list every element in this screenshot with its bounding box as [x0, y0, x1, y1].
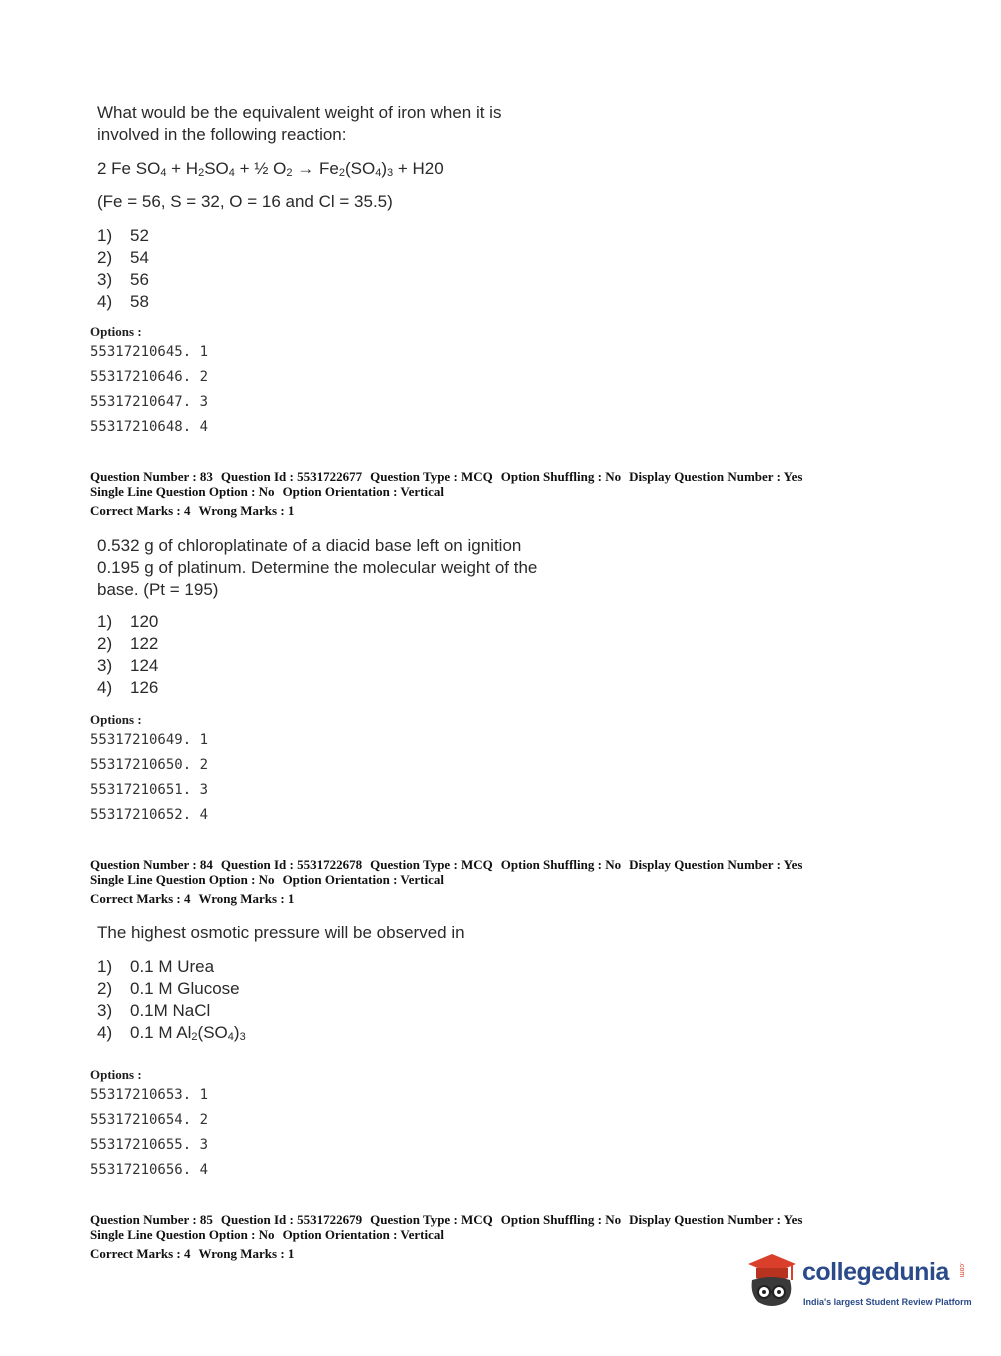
q83-meta: Question Number : 83 Question Id : 5531722677 Question Type : MCQ Option Shuffling : No Display Question Number : Yes Single Line Question Option : No Option Orientation : Vertical Correct Marks : 4 Wrong Marks : 1: [90, 469, 803, 518]
q83-answer-list: [97, 611, 158, 699]
answer-option: 2) 122: [97, 634, 159, 653]
answer-option: 1) 0.1 M Urea: [97, 957, 215, 976]
mascot-icon: [742, 1250, 800, 1312]
q84-answer-list: [97, 956, 246, 1044]
collegedunia-logo[interactable]: [742, 1250, 972, 1320]
q82-text-line: What would be the equivalent weight of iron when it is: [97, 103, 502, 122]
logo-domain: .com: [958, 1262, 965, 1278]
option-id: 55317210654. 2: [90, 1112, 209, 1128]
option-id: 55317210649. 1: [90, 732, 209, 748]
option-id: 55317210648. 4: [90, 419, 209, 435]
q82-answer-list: [97, 225, 149, 313]
q82-given-values: (Fe = 56, S = 32, O = 16 and Cl = 35.5): [97, 192, 393, 211]
option-id: 55317210655. 3: [90, 1137, 209, 1153]
option-id: 55317210647. 3: [90, 394, 209, 410]
option-id: 55317210653. 1: [90, 1087, 209, 1103]
options-label: Options :: [90, 1067, 142, 1082]
q82-equation: 2 Fe $SO_4 + H_2SO_4$ + ½ $O_2 \to Fe_2(SO_4)_3 + H20$: [97, 159, 444, 179]
q83-text-line: 0.195 g of platinum. Determine the molecular weight of the: [97, 558, 538, 577]
q84-meta: Question Number : 84 Question Id : 5531722678 Question Type : MCQ Option Shuffling : No Display Question Number : Yes Single Line Question Option : No Option Orientation : Vertical Correct Marks : 4 Wrong Marks : 1: [90, 857, 803, 906]
answer-option: 2) 54: [97, 248, 149, 267]
answer-option: 1) 120: [97, 612, 159, 631]
option-id: 55317210646. 2: [90, 369, 209, 385]
q83-option-ids: [90, 728, 208, 828]
q83-text-line: base. (Pt = 195): [97, 580, 219, 599]
answer-option: 4) 126: [97, 678, 159, 697]
option-id: 55317210652. 4: [90, 807, 209, 823]
q83-question-text: [97, 535, 537, 601]
q85-meta: Question Number : 85 Question Id : 5531722679 Question Type : MCQ Option Shuffling : No Display Question Number : Yes Single Line Question Option : No Option Orientation : Vertical Correct Marks : 4 Wrong Marks : 1: [90, 1212, 803, 1261]
answer-option: 3) 0.1M NaCl: [97, 1001, 211, 1020]
logo-wordmark: collegedunia: [802, 1258, 949, 1286]
answer-option: 2) 0.1 M Glucose: [97, 979, 240, 998]
q84-text-line: The highest osmotic pressure will be observed in: [97, 923, 465, 942]
options-label: Options :: [90, 712, 142, 727]
answer-option: 4) 58: [97, 292, 149, 311]
q82-question-text: [97, 102, 501, 146]
option-id: 55317210650. 2: [90, 757, 209, 773]
option-id: 55317210656. 4: [90, 1162, 209, 1178]
answer-option: 3) 124: [97, 656, 159, 675]
q82-option-ids: [90, 340, 208, 440]
options-label: Options :: [90, 324, 142, 339]
q84-question-text: [97, 922, 465, 944]
answer-option: 3) 56: [97, 270, 149, 289]
logo-tagline: India's largest Student Review Platform: [803, 1297, 972, 1307]
q82-text-line: involved in the following reaction:: [97, 125, 347, 144]
q84-option-ids: [90, 1083, 208, 1183]
q83-text-line: 0.532 g of chloroplatinate of a diacid base left on ignition: [97, 536, 522, 555]
option-id: 55317210645. 1: [90, 344, 209, 360]
answer-option: 4) 0.1 M $Al_2(SO_4)_3$: [97, 1023, 246, 1043]
option-id: 55317210651. 3: [90, 782, 209, 798]
answer-option: 1) 52: [97, 226, 149, 245]
